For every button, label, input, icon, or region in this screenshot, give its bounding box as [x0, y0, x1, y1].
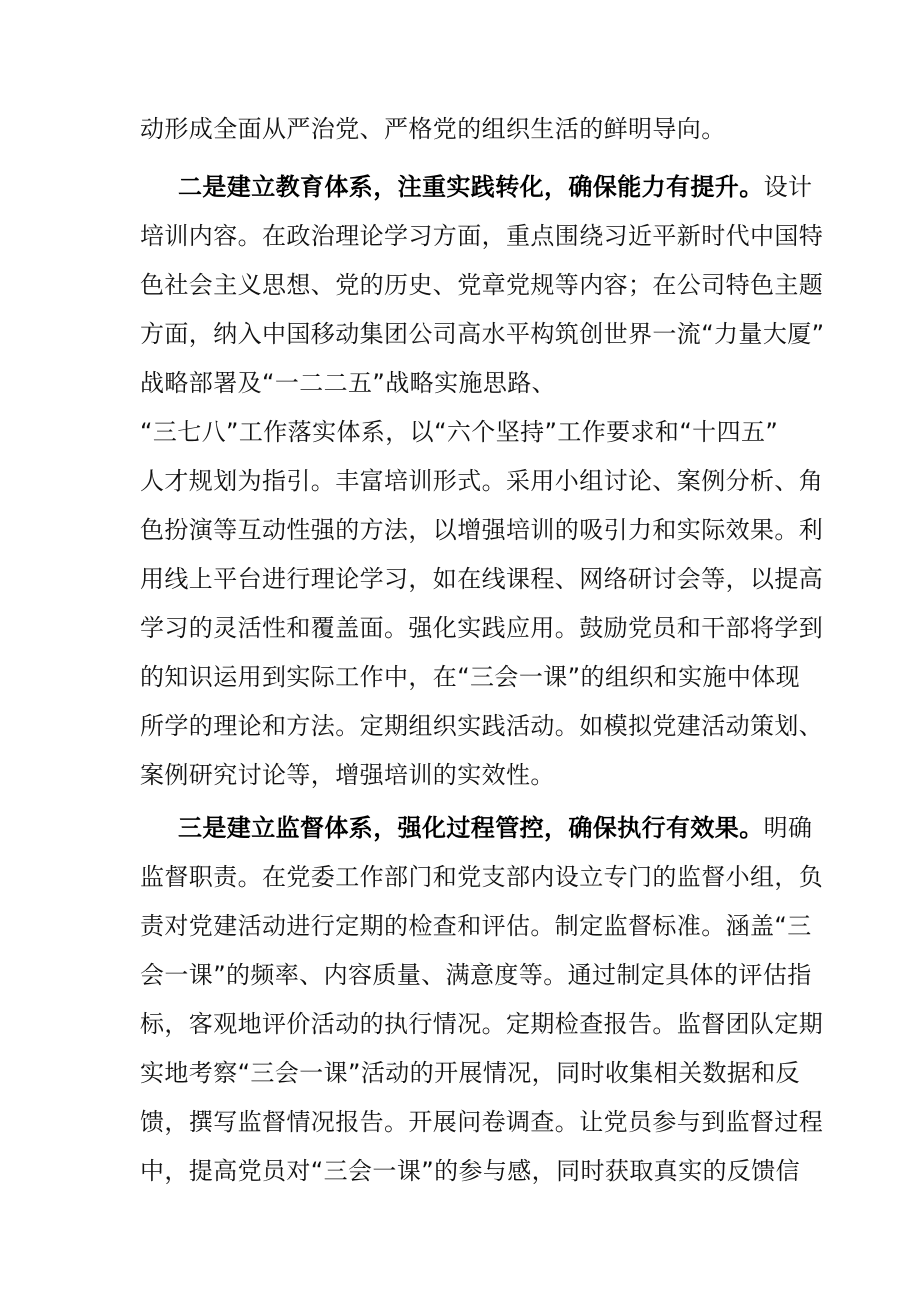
paragraph-line: 案例研究讨论等，增强培训的实效性。 — [140, 761, 555, 789]
paragraph-line: 馈，撰写监督情况报告。开展问卷调查。让党员参与到监督过程 — [140, 1108, 824, 1136]
section-3-first-line-tail: 明确 — [763, 814, 813, 842]
paragraph-line: 战略部署及“一二二五”战略实施思路、 — [140, 369, 557, 397]
paragraph-line: 学习的灵活性和覆盖面。强化实践应用。鼓励党员和干部将学到 — [140, 614, 824, 642]
paragraph-line: 培训内容。在政治理论学习方面，重点围绕习近平新时代中国特 — [140, 222, 824, 250]
paragraph-line: 动形成全面从严治党、严格党的组织生活的鲜明导向。 — [140, 115, 726, 143]
section-2-first-line — [178, 169, 812, 205]
paragraph-line: 方面，纳入中国移动集团公司高水平构筑创世界一流“力量大厦” — [140, 320, 825, 348]
section-2-heading: 二是建立教育体系，注重实践转化，确保能力有提升。 — [178, 173, 764, 201]
paragraph-line: 色社会主义思想、党的历史、党章党规等内容；在公司特色主题 — [140, 271, 824, 299]
section-2-first-line-tail: 设计 — [763, 173, 813, 201]
paragraph-line: 色扮演等互动性强的方法，以增强培训的吸引力和实际效果。利 — [140, 516, 824, 544]
section-3-heading: 三是建立监督体系，强化过程管控，确保执行有效果。 — [178, 814, 764, 842]
paragraph-line: 责对党建活动进行定期的检查和评估。制定监督标准。涵盖“三 — [140, 912, 812, 940]
paragraph-line: 中，提高党员对“三会一课”的参与感，同时获取真实的反馈信 — [140, 1157, 801, 1185]
section-3-first-line — [178, 810, 812, 846]
paragraph-line: 人才规划为指引。丰富培训形式。采用小组讨论、案例分析、角 — [140, 467, 824, 495]
paragraph-line: “三七八”工作落实体系，以“六个坚持”工作要求和“十四五” — [140, 418, 779, 446]
paragraph-line: 会一课”的频率、内容质量、满意度等。通过制定具体的评估指 — [140, 961, 812, 989]
paragraph-line: 实地考察“三会一课”活动的开展情况，同时收集相关数据和反 — [140, 1059, 801, 1087]
paragraph-line: 标，客观地评价活动的执行情况。定期检查报告。监督团队定期 — [140, 1010, 824, 1038]
paragraph-line: 监督职责。在党委工作部门和党支部内设立专门的监督小组，负 — [140, 863, 824, 891]
paragraph-line: 用线上平台进行理论学习，如在线课程、网络研讨会等，以提高 — [140, 565, 824, 593]
paragraph-line: 所学的理论和方法。定期组织实践活动。如模拟党建活动策划、 — [140, 712, 824, 740]
paragraph-line: 的知识运用到实际工作中，在“三会一课”的组织和实施中体现 — [140, 663, 801, 691]
